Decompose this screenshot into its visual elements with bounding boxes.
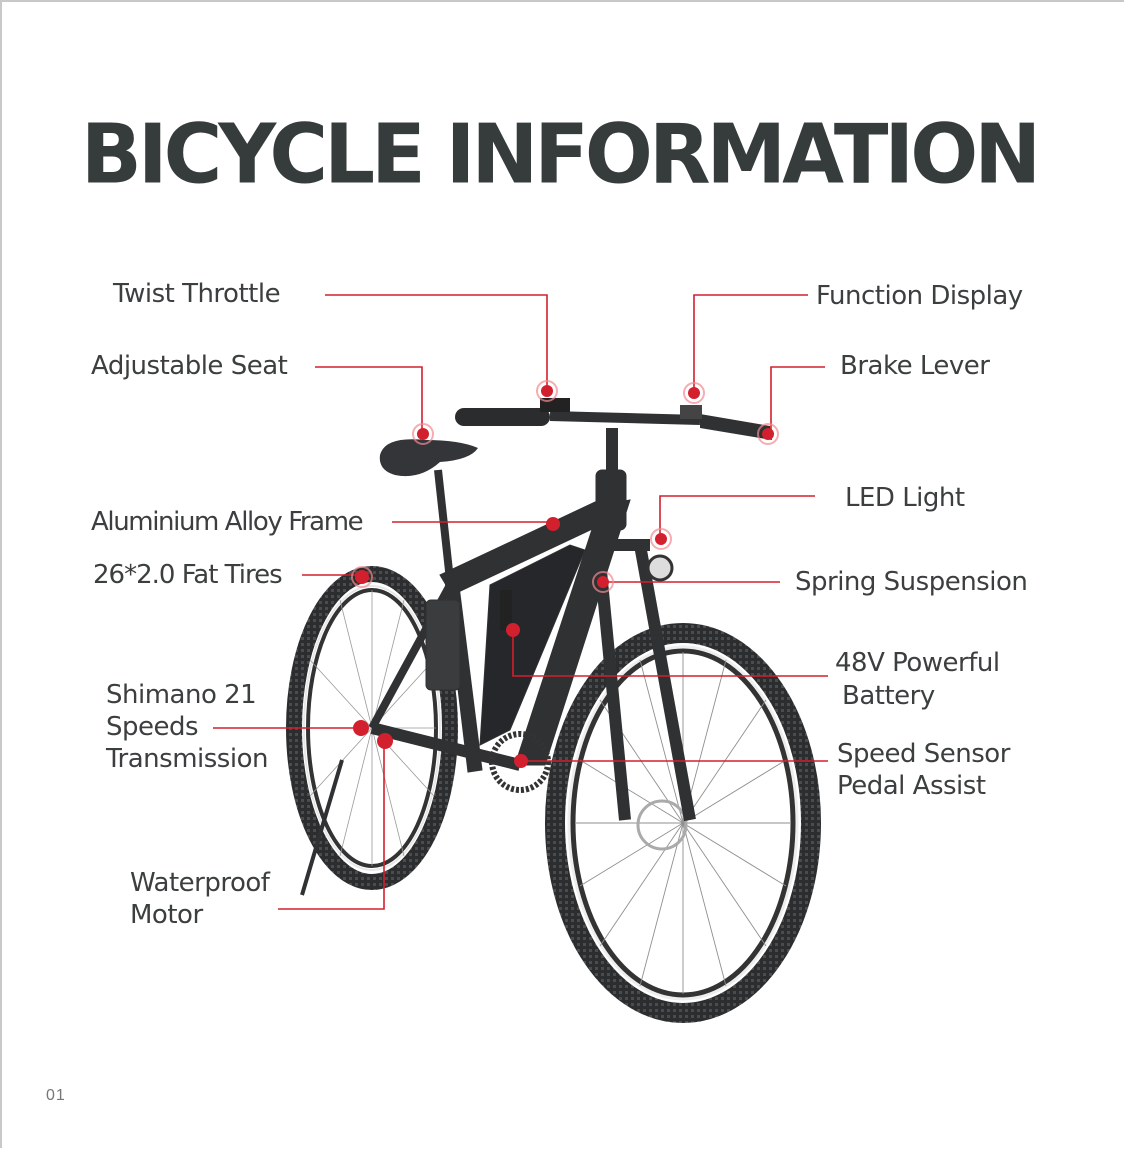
label-battery-line2: Battery [842, 681, 935, 711]
marker-spring-suspension [597, 576, 609, 588]
label-transmission-line1: Shimano 21 [106, 680, 257, 710]
label-tires: 26*2.0 Fat Tires [93, 560, 282, 590]
label-function-display: Function Display [816, 281, 1023, 311]
marker-brake-lever [762, 428, 774, 440]
marker-sensor [514, 754, 528, 768]
label-sensor-line1: Speed Sensor [837, 739, 1010, 769]
label-frame: Aluminium Alloy Frame [91, 507, 363, 537]
marker-function-display [688, 387, 700, 399]
marker-tires [355, 570, 369, 584]
label-battery-line1: 48V Powerful [835, 648, 1000, 678]
label-motor-line1: Waterproof [130, 868, 270, 898]
label-transmission-line3: Transmission [106, 744, 268, 774]
label-spring-suspension: Spring Suspension [795, 567, 1028, 597]
marker-led-light [655, 533, 667, 545]
label-sensor-line2: Pedal Assist [837, 771, 986, 801]
marker-frame [546, 517, 560, 531]
marker-motor [377, 733, 393, 749]
marker-transmission [353, 720, 369, 736]
page-title: BICYCLE INFORMATION [80, 107, 1038, 202]
label-led-light: LED Light [845, 483, 965, 513]
label-twist-throttle: Twist Throttle [113, 279, 281, 309]
label-motor-line2: Motor [130, 900, 203, 930]
marker-battery [506, 623, 520, 637]
label-transmission-line2: Speeds [106, 712, 199, 742]
page-number: 01 [46, 1087, 66, 1104]
marker-adjustable-seat [417, 428, 429, 440]
marker-twist-throttle [541, 385, 553, 397]
label-brake-lever: Brake Lever [840, 351, 990, 381]
label-adjustable-seat: Adjustable Seat [91, 351, 288, 381]
